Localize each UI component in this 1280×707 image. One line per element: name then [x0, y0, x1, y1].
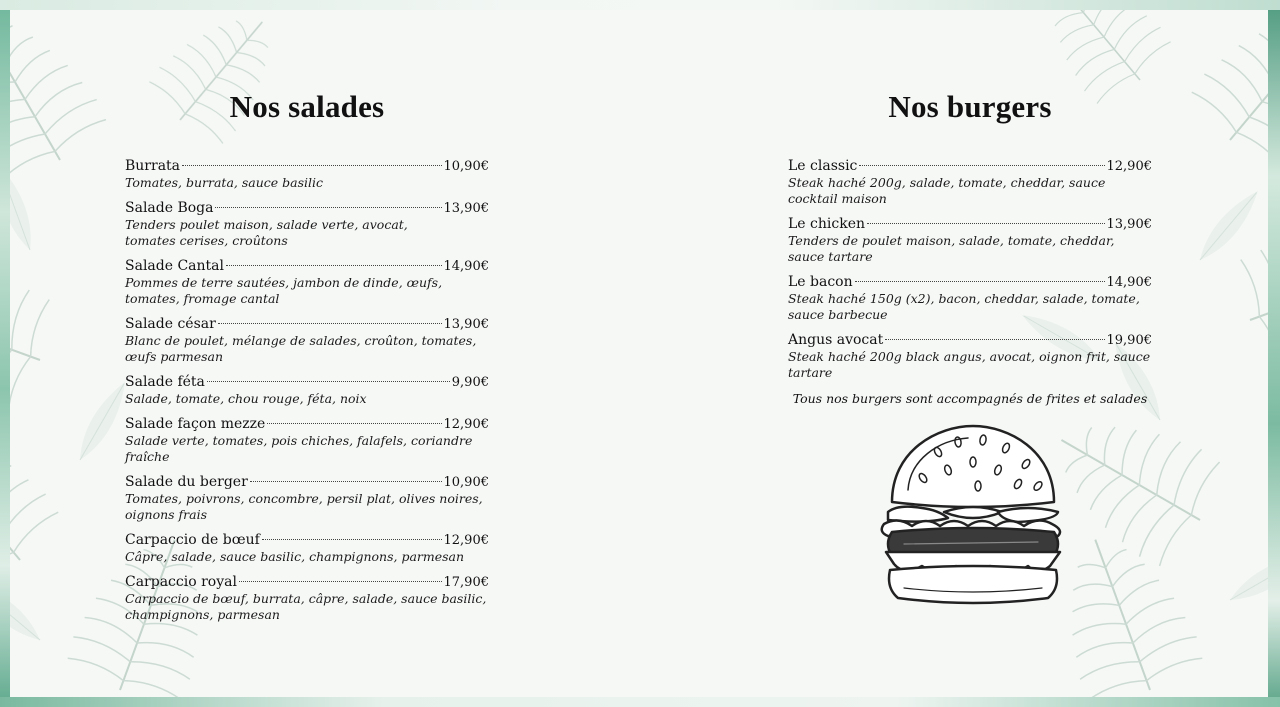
menu-item	[125, 258, 489, 307]
item-description: Carpaccio de bœuf, burrata, câpre, salade, sauce basilic, champignons, parmesan	[125, 591, 487, 622]
item-price: 9,90€	[451, 375, 489, 390]
item-description: Steak haché 200g, salade, tomate, cheddar, sauce cocktail maison	[788, 175, 1106, 206]
dot-leader	[239, 581, 442, 582]
menu-item	[125, 474, 489, 523]
item-name: Le chicken	[788, 216, 865, 232]
top-border	[0, 0, 1280, 10]
menu-item	[125, 316, 489, 365]
dot-leader	[226, 265, 442, 266]
item-name: Salade Boga	[125, 200, 214, 216]
menu-item	[125, 158, 489, 191]
dot-leader	[855, 281, 1105, 282]
menu-item	[125, 200, 489, 249]
dot-leader	[207, 381, 450, 382]
item-price: 10,90€	[443, 159, 489, 174]
item-name: Salade Cantal	[125, 258, 224, 274]
dot-leader	[885, 339, 1104, 340]
item-name: Salade façon mezze	[125, 416, 266, 432]
item-price: 12,90€	[443, 417, 489, 432]
dot-leader	[262, 539, 442, 540]
item-price: 12,90€	[1106, 159, 1152, 174]
item-description: Pommes de terre sautées, jambon de dinde, œufs, tomates, fromage cantal	[125, 275, 443, 306]
dot-leader	[859, 165, 1104, 166]
item-price: 13,90€	[443, 201, 489, 216]
menu-item	[788, 332, 1152, 381]
dot-leader	[250, 481, 442, 482]
bottom-border	[0, 697, 1280, 707]
item-price: 13,90€	[1106, 217, 1152, 232]
item-name: Angus avocat	[788, 332, 884, 348]
item-description: Tenders poulet maison, salade verte, avocat, tomates cerises, croûtons	[125, 217, 408, 248]
item-description: Steak haché 150g (x2), bacon, cheddar, salade, tomate, sauce barbecue	[788, 291, 1140, 322]
item-name: Salade féta	[125, 374, 205, 390]
item-description: Tomates, poivrons, concombre, persil plat, olives noires, oignons frais	[125, 491, 483, 522]
item-price: 10,90€	[443, 475, 489, 490]
item-price: 14,90€	[1106, 275, 1152, 290]
burger-icon	[878, 420, 1068, 610]
menu-item	[788, 158, 1152, 207]
dot-leader	[215, 207, 441, 208]
salads-section	[125, 88, 489, 632]
item-description: Steak haché 200g black angus, avocat, oignon frit, sauce tartare	[788, 349, 1151, 380]
item-description: Tomates, burrata, sauce basilic	[125, 175, 324, 190]
menu-item	[788, 216, 1152, 265]
salads-title: Nos salades	[229, 89, 385, 124]
menu-item	[788, 274, 1152, 323]
burgers-title: Nos burgers	[888, 89, 1052, 124]
item-description: Salade verte, tomates, pois chiches, falafels, coriandre fraîche	[125, 433, 473, 464]
burgers-list	[788, 158, 1152, 381]
right-border-foliage	[1268, 0, 1280, 707]
item-name: Carpaccio royal	[125, 574, 237, 590]
burgers-section	[788, 88, 1152, 407]
item-price: 19,90€	[1106, 333, 1152, 348]
menu-item	[125, 574, 489, 623]
item-name: Carpaccio de bœuf	[125, 532, 260, 548]
item-price: 12,90€	[443, 533, 489, 548]
dot-leader	[182, 165, 441, 166]
item-price: 17,90€	[443, 575, 489, 590]
item-price: 13,90€	[443, 317, 489, 332]
menu-item	[125, 374, 489, 407]
item-price: 14,90€	[443, 259, 489, 274]
dot-leader	[218, 323, 442, 324]
burgers-note: Tous nos burgers sont accompagnés de frites et salades	[792, 391, 1148, 406]
menu-item	[125, 532, 489, 565]
item-description: Câpre, salade, sauce basilic, champignons, parmesan	[125, 549, 465, 564]
item-name: Salade du berger	[125, 474, 248, 490]
item-description: Salade, tomate, chou rouge, féta, noix	[125, 391, 367, 406]
item-name: Salade césar	[125, 316, 216, 332]
item-name: Burrata	[125, 158, 181, 174]
item-name: Le bacon	[788, 274, 853, 290]
item-description: Tenders de poulet maison, salade, tomate, cheddar, sauce tartare	[788, 233, 1115, 264]
left-border-foliage	[0, 0, 10, 707]
dot-leader	[867, 223, 1105, 224]
item-name: Le classic	[788, 158, 858, 174]
dot-leader	[267, 423, 441, 424]
salads-list	[125, 158, 489, 623]
item-description: Blanc de poulet, mélange de salades, croûton, tomates, œufs parmesan	[125, 333, 477, 364]
menu-item	[125, 416, 489, 465]
